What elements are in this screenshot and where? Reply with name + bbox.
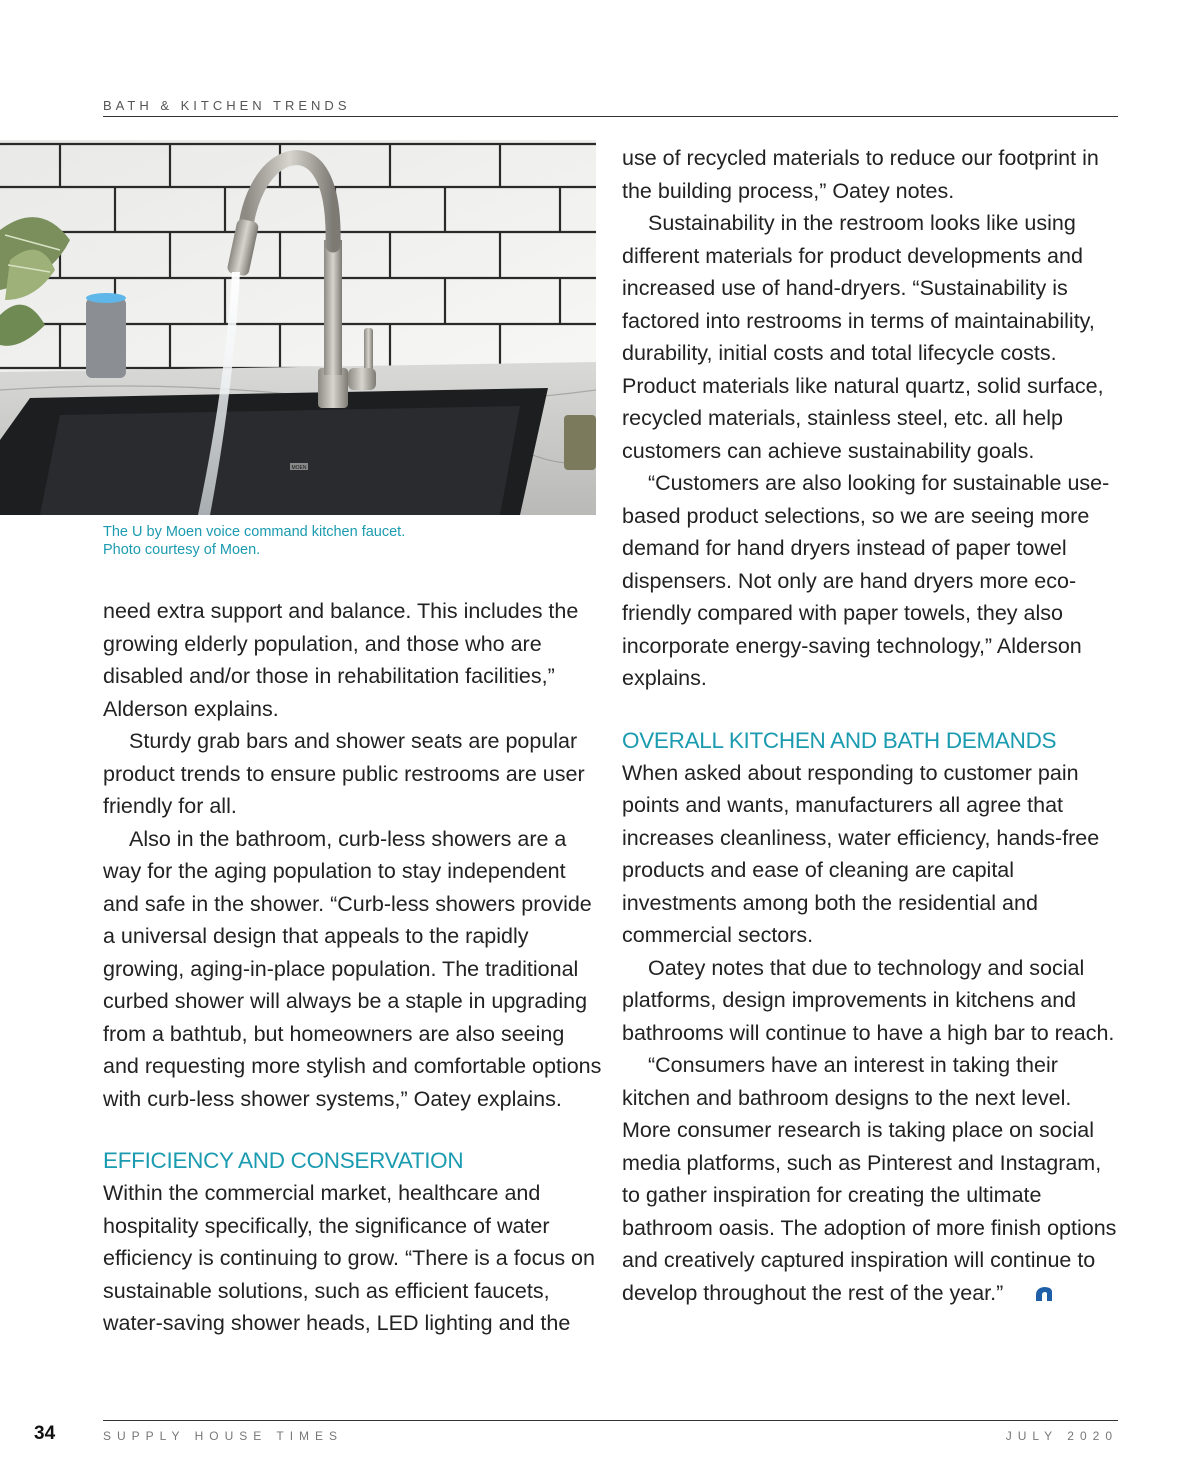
bottom-rule [103,1420,1118,1421]
paragraph: need extra support and balance. This includes the growing elderly population, and those who are disabled and/or those in rehabilitation facilities,” Alderson explains. [103,599,579,721]
section-label: BATH & KITCHEN TRENDS [103,98,351,113]
caption-line-1: The U by Moen voice command kitchen faucet. [103,524,406,540]
publication-name: SUPPLY HOUSE TIMES [103,1429,344,1443]
paragraph-text: “Consumers have an interest in taking their kitchen and bathroom designs to the next level. More consumer research is taking place on social media platforms, such as Pinterest and Instagram, to gather inspiration for creating the ultimate bathroom oasis. The adoption of more finish options and creatively captured inspiration will continue to develop throughout the rest of the year.” [622,1053,1117,1305]
section-heading-demands: OVERALL KITCHEN AND BATH DEMANDS [622,727,1057,753]
paragraph: use of recycled materials to reduce our footprint in the building process,” Oatey notes. [622,146,1099,203]
top-rule [103,116,1118,117]
paragraph: Oatey notes that due to technology and social platforms, design improvements in kitchens and bathrooms will continue to have a high bar to reach. [622,955,1115,1045]
issue-date: JULY 2020 [1005,1429,1118,1443]
column-left [103,595,603,1340]
faucet-photo [0,140,596,515]
caption-line-2: Photo courtesy of Moen. [103,542,261,558]
photo-caption [103,523,583,559]
paragraph: Also in the bathroom, curb-less showers are a way for the aging population to stay independent and safe in the shower. “Curb-less showers provide a universal design that appeals to the rapidly growing, aging-in-place population. The traditional curbed shower will always be a staple in upgrading from a bathtub, but homeowners are also seeing and requesting more stylish and comfortable options with curb-less shower systems,” Oatey explains. [103,826,602,1111]
paragraph-final [622,1049,1122,1309]
paragraph: “Customers are also looking for sustainable use-based product selections, so we are seeing more demand for hand dryers instead of paper towel dispensers. Not only are hand dryers more eco-friendly compared with paper towels, they also incorporate energy-saving technology,” Alderson explains. [622,471,1110,690]
paragraph: Sturdy grab bars and shower seats are popular product trends to ensure public restrooms are user friendly for all. [103,729,585,818]
sink-brand-label: MOEN [291,465,307,471]
end-mark-icon [1009,1279,1027,1295]
section-heading-efficiency: EFFICIENCY AND CONSERVATION [103,1148,464,1173]
paragraph: Sustainability in the restroom looks like using different materials for product developments and increased use of hand-dryers. “Sustainability is factored into restrooms in terms of maintainability, durability, initial costs and total lifecycle costs. Product materials like natural quartz, solid surface, recycled materials, stainless steel, etc. all help customers can achieve sustainability goals. [622,211,1104,463]
paragraph: When asked about responding to customer pain points and wants, manufacturers all agree that increases cleanliness, water efficiency, hands-free products and ease of cleaning are capital investments among both the residential and commercial sectors. [622,760,1100,947]
paragraph: Within the commercial market, healthcare and hospitality specifically, the significance of water efficiency is continuing to grow. “There is a focus on sustainable solutions, such as efficient faucets, water-saving shower heads, LED lighting and the [103,1181,595,1335]
soap-bar [564,415,596,470]
page-number: 34 [34,1423,56,1444]
smart-speaker [86,293,126,378]
column-right [622,142,1122,1309]
